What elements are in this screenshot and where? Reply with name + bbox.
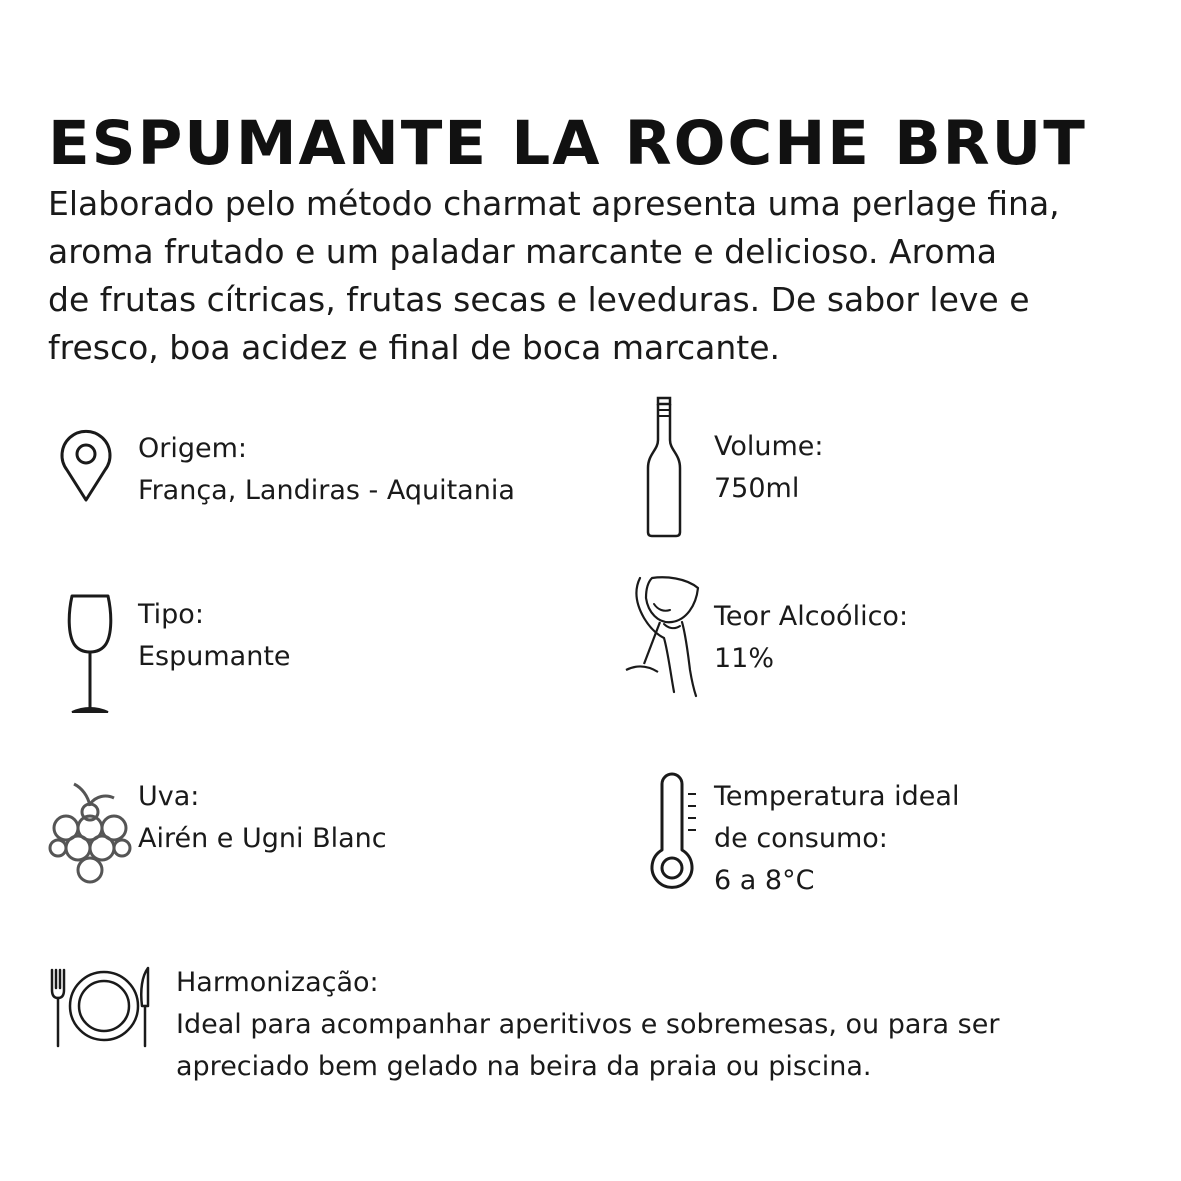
hand-holding-glass-icon [624, 574, 702, 698]
pairing-value: Ideal para acompanhar aperitivos e sobremesas, ou para ser [176, 1009, 1000, 1040]
temperature-value: 6 a 8°C [714, 865, 815, 896]
volume-value: 750ml [714, 473, 800, 504]
type-label: Tipo: [138, 599, 204, 630]
alcohol-label: Teor Alcoólico: [714, 601, 909, 632]
pairing-label: Harmonização: [176, 967, 379, 998]
thermometer-icon [648, 774, 698, 890]
pairing-value: apreciado bem gelado na beira da praia ou piscina. [176, 1051, 872, 1082]
origin-info [138, 428, 515, 512]
description-line: Elaborado pelo método charmat apresenta uma perlage fina, [48, 184, 1060, 223]
pairing-info [176, 962, 999, 1088]
origin-label: Origem: [138, 433, 248, 464]
product-title: ESPUMANTE LA ROCHE BRUT [48, 108, 1087, 179]
description-line: fresco, boa acidez e final de boca marcante. [48, 328, 781, 367]
grape-label: Uva: [138, 781, 200, 812]
wine-bottle-icon [646, 396, 682, 538]
grape-info [138, 776, 387, 860]
description-line: aroma frutado e um paladar marcante e delicioso. Aroma [48, 232, 997, 271]
origin-value: França, Landiras - Aquitania [138, 475, 515, 506]
plate-fork-knife-icon [48, 966, 158, 1050]
temperature-info [714, 776, 959, 902]
type-info [138, 594, 291, 678]
volume-info [714, 426, 824, 510]
temperature-label: Temperatura ideal [714, 781, 960, 812]
product-description [48, 180, 1158, 372]
location-pin-icon [60, 428, 112, 502]
wine-glass-icon [68, 594, 112, 716]
alcohol-value: 11% [714, 643, 775, 674]
grapes-icon [48, 782, 132, 890]
grape-value: Airén e Ugni Blanc [138, 823, 387, 854]
description-line: de frutas cítricas, frutas secas e leveduras. De sabor leve e [48, 280, 1030, 319]
type-value: Espumante [138, 641, 291, 672]
alcohol-info [714, 596, 908, 680]
volume-label: Volume: [714, 431, 824, 462]
temperature-label: de consumo: [714, 823, 888, 854]
